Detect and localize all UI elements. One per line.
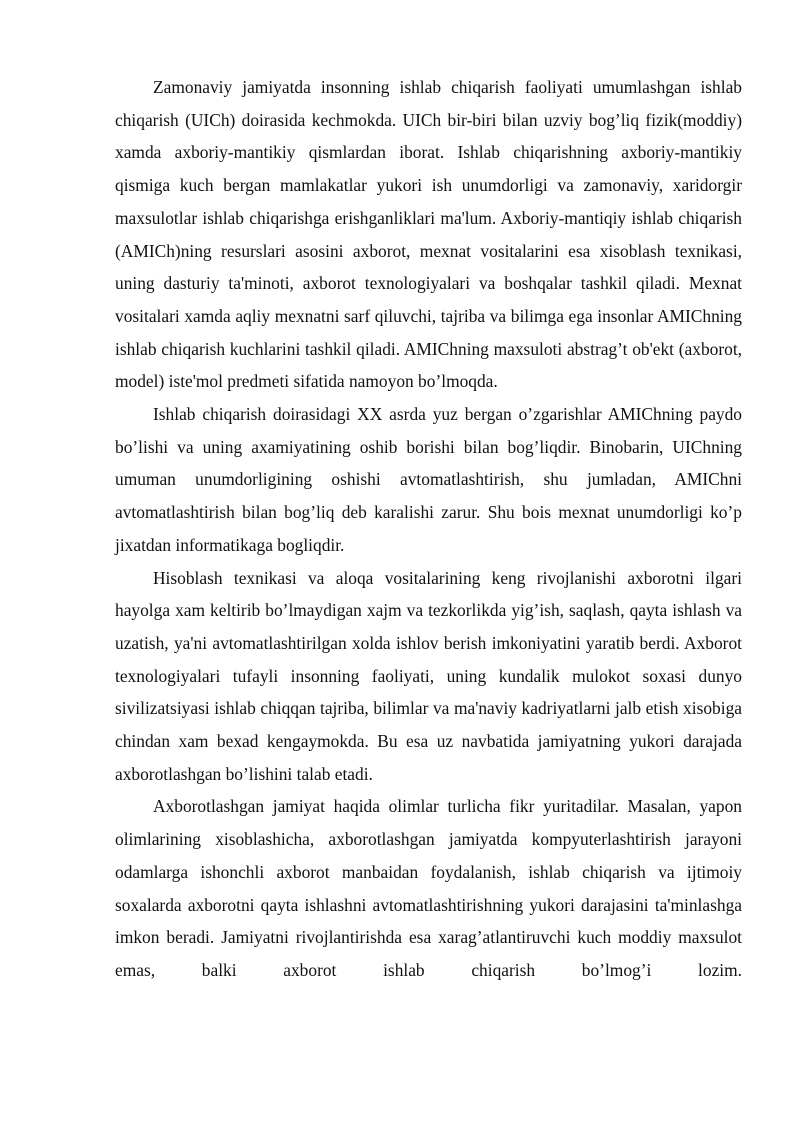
document-page (115, 71, 742, 987)
paragraph-4: Axborotlashgan jamiyat haqida olimlar turlicha fikr yuritadilar. Masalan, yapon olimlarining xisoblashicha, axborotlashgan jamiyatda kompyuterlashtirish jarayoni odamlarga ishonchli axborot manbaidan foydalanish, ishlab chiqarish va ijtimoiy soxalarda axborotni qayta ishlashni avtomatlashtirishning yukori darajasini ta'minlashga imkon beradi. Jamiyatni rivojlantirishda esa xarag’atlantiruvchi kuch moddiy maxsulot emas, balki axborot ishlab chiqarish bo’lmog’i lozim. (115, 796, 742, 980)
paragraph-3: Hisoblash texnikasi va aloqa vositalarining keng rivojlanishi axborotni ilgari hayolga xam keltirib bo’lmaydigan xajm va tezkorlikda yig’ish, saqlash, qayta ishlash va uzatish, ya'ni avtomatlashtirilgan xolda ishlov berish imkoniyatini yaratib berdi. Axborot texnologiyalari tufayli insonning faoliyati, uning kundalik mulokot soxasi dunyo sivilizatsiyasi ishlab chiqqan tajriba, bilimlar va ma'naviy kadriyatlarni jalb etish xisobiga chindan xam bexad kengaymokda. Bu esa uz navbatida jamiyatning yukori darajada axborotlashgan bo’lishini talab etadi. (115, 567, 742, 784)
paragraph-1: Zamonaviy jamiyatda insonning ishlab chiqarish faoliyati umumlashgan ishlab chiqarish (UICh) doirasida kechmokda. UICh bir-biri bilan uzviy bog’liq fizik(moddiy) xamda axboriy-mantikiy qismlardan iborat. Ishlab chiqarishning axboriy-mantikiy qismiga kuch bergan mamlakatlar yukori ish unumdorligi va zamonaviy, xaridorgir maxsulotlar ishlab chiqarishga erishganliklari ma'lum. Axboriy-mantiqiy ishlab chiqarish (AMICh)ning resurslari asosini axborot, mexnat vositalarini esa xisoblash texnikasi, uning dasturiy ta'minoti, axborot texnologiyalari va boshqalar tashkil qiladi. Mexnat vositalari xamda aqliy mexnatni sarf qiluvchi, tajriba va bilimga ega insonlar AMIChning ishlab chiqarish kuchlarini tashkil qiladi. AMIChning maxsuloti abstrag’t ob'ekt (axborot, model) iste'mol predmeti sifatida namoyon bo’lmoqda. (115, 77, 742, 392)
paragraph-2: Ishlab chiqarish doirasidagi XX asrda yuz bergan o’zgarishlar AMIChning paydo bo’lishi va uning axamiyatining oshib borishi bilan bog’liqdir. Binobarin, UIChning umuman unumdorligining oshishi avtomatlashtirish, shu jumladan, AMIChni avtomatlashtirish bilan bog’liq deb karalishi zarur. Shu bois mexnat unumdorligi ko’p jixatdan informatikaga bogliqdir. (115, 404, 742, 555)
